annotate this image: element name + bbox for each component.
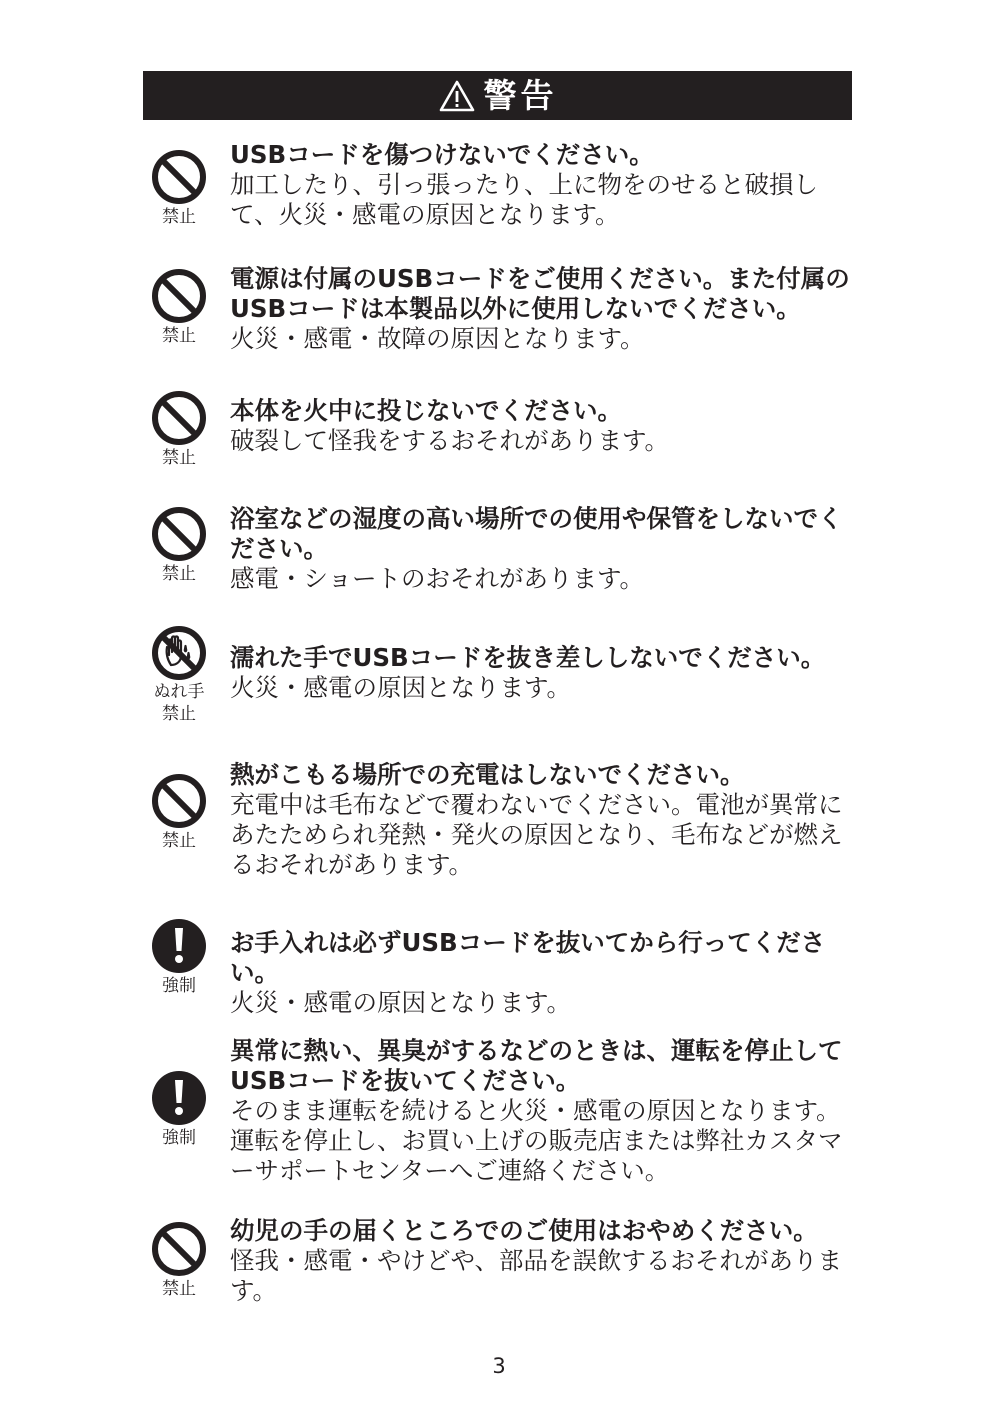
icon-label: 禁止 [162,1279,196,1299]
icon-label: 禁止 [162,207,196,227]
warning-body: 感電・ショートのおそれがあります。 [230,564,645,593]
warning-text [230,1216,858,1306]
warning-body: 火災・感電の原因となります。 [230,673,572,702]
mandatory-action-icon [151,918,207,974]
warning-icon-group [150,773,208,852]
warning-title: USBコードを傷つけないでください。 [230,140,654,169]
warning-title: 幼児の手の届くところでのご使用はおやめください。 [230,1216,818,1245]
icon-label: 禁止 [162,448,196,468]
icon-label: 強制 [162,976,196,996]
warning-icon-group [150,918,208,997]
mandatory-action-icon [151,1070,207,1126]
warning-body: 火災・感電の原因となります。 [230,988,572,1017]
warning-icon-group [150,268,208,347]
prohibition-icon [151,506,207,562]
prohibition-icon [151,149,207,205]
warning-body: 充電中は毛布などで覆わないでください。電池が異常にあたためられ発熱・発火の原因となり、毛布などが燃えるおそれがあります。 [230,790,843,879]
warning-header [143,71,852,120]
warning-body: 火災・感電・故障の原因となります。 [230,324,645,353]
warning-body: 怪我・感電・やけどや、部品を誤飲するおそれがあります。 [230,1246,843,1305]
warning-text [230,1036,858,1186]
warning-icon-group [150,390,208,469]
warning-icon-group [150,1221,208,1300]
warning-body: そのまま運転を続けると火災・感電の原因となります。運転を停止し、お買い上げの販売店または弊社カスタマーサポートセンターへご連絡ください。 [230,1096,843,1185]
prohibition-icon [151,268,207,324]
warning-icon-group [150,625,208,725]
icon-label: 禁止 [162,564,196,584]
warning-title: お手入れは必ずUSBコードを抜いてから行ってください。 [230,928,826,987]
page-title: 警告 [483,76,558,115]
warning-triangle-icon [438,79,476,113]
warning-text [230,140,858,230]
warning-title: 本体を火中に投じないでください。 [230,396,622,425]
warning-title: 熱がこもる場所での充電はしないでください。 [230,760,745,789]
warning-text [230,760,858,880]
prohibition-icon [151,773,207,829]
warning-icon-group [150,149,208,228]
warning-body: 破裂して怪我をするおそれがあります。 [230,426,670,455]
icon-label: 強制 [162,1128,196,1148]
page-number: 3 [492,1354,506,1378]
warning-text [230,504,858,594]
icon-label: 禁止 [162,326,196,346]
warning-body: 加工したり、引っ張ったり、上に物をのせると破損して、火災・感電の原因となります。 [230,170,818,229]
warning-title: 浴室などの湿度の高い場所での使用や保管をしないでください。 [230,504,843,563]
warning-icon-group [150,506,208,585]
prohibition-icon [151,390,207,446]
no-wet-hands-icon [151,625,207,681]
icon-label: 禁止 [162,831,196,851]
warning-title: 濡れた手でUSBコードを抜き差ししないでください。 [230,643,826,672]
warning-text [230,643,858,703]
icon-label: ぬれ手 禁止 [153,682,205,724]
warning-title: 電源は付属のUSBコードをご使用ください。また付属のUSBコードは本製品以外に使用しないでください。 [230,264,850,323]
warning-text [230,928,858,1018]
prohibition-icon [151,1221,207,1277]
warning-icon-group [150,1070,208,1149]
warning-title: 異常に熱い、異臭がするなどのときは、運転を停止してUSBコードを抜いてください。 [230,1036,843,1095]
warning-text [230,264,858,354]
warning-text [230,396,858,456]
